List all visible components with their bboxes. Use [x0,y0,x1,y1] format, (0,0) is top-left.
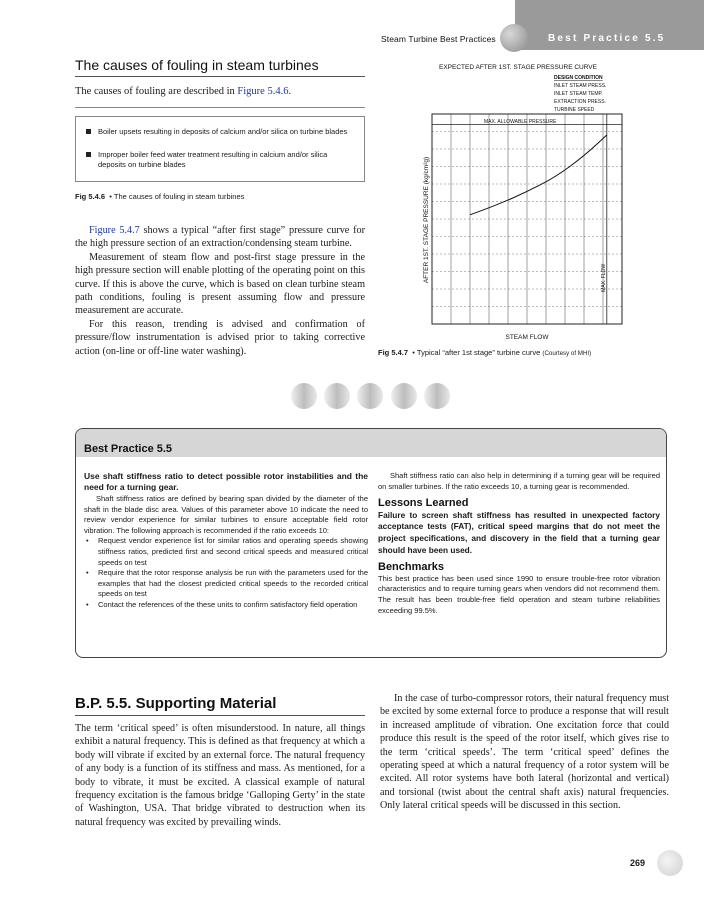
legend-item: INLET STEAM TEMP. [554,91,603,97]
list-item: • Require that the rotor response analysis be run with the parameters used for the examples that had the closest predicted critical speeds to the recorded critical speeds on test [84,568,368,600]
supporting-paragraph: The term ‘critical speed’ is often misunderstood. In nature, all things exhibit a natural frequency. This is defined as that frequency at which a body will vibrate if excited by an external force. The natural frequency of any body is a function of its stiffness and mass. As mentioned, for a body to vibrate, it must be excited. A classical example of natural frequency excitation is the famous bridge ‘Galloping Gerty’ in the state of Washington, USA. That bridge vibrated to destruction when its natural frequency was excited by prevailing winds. [75,723,365,828]
running-head-book-title: Steam Turbine Best Practices [381,34,496,44]
square-bullet-icon [86,152,91,157]
figure-caption-546 [75,192,244,201]
chart-grid [432,114,622,324]
figure-courtesy: (Courtesy of MHI) [542,350,592,357]
supporting-paragraph: In the case of turbo-compressor rotors, their natural frequency must be excited by some external force to produce a response that will result in increased amplitude of vibration. One excitation force that could produce this result is the speed of the rotor itself, which gives rise to the term ‘critical speeds’. The term ‘critical speed’ defines the operating speed at which a natural frequency of a rotor system will be excited. All rotor systems have both lateral (horizontal and vertical) and torsional (twist about the central shaft axis) natural frequencies. Only lateral critical speeds will be discussed in this section. [380,693,669,812]
figure-link-547[interactable]: Figure 5.4.7 [89,225,140,236]
bullet-dot-icon: • [107,192,114,201]
best-practice-lead: Use shaft stiffness ratio to detect possible rotor instabilities and the need for a turning gear. [84,471,368,492]
best-practice-list [84,536,368,610]
body-paragraph [75,224,365,251]
chart-title: EXPECTED AFTER 1ST. STAGE PRESSURE CURVE [439,64,597,71]
figure-caption-547 [378,348,591,357]
best-practice-box [75,428,667,658]
legend-item: TURBINE SPEED [554,107,595,113]
supporting-right-column [380,692,669,813]
list-item: • Request vendor experience list for similar ratios and operating speeds showing stiffness ratios, predicted first and second critical speeds and measured critical speeds on test [84,536,368,568]
body-p1-rest: shows a typical “after first stage” pressure curve for the high pressure section of an extraction/condensing steam turbine. [75,225,365,250]
causes-list-box [75,116,365,182]
list-item-text: Boiler upsets resulting in deposits of calcium and/or silica on turbine blades [98,127,348,136]
benchmarks-heading: Benchmarks [378,561,445,574]
supporting-title-rule [75,715,365,716]
legend-item: EXTRACTION PRESS. [554,99,606,105]
bullet-dot-icon: • [410,348,417,357]
legend-item: INLET STEAM PRESS. [554,83,607,89]
causes-intro [75,86,291,97]
section-title-causes: The causes of fouling in steam turbines [75,57,319,73]
figure-link-546[interactable]: Figure 5.4.6 [237,86,289,97]
decorative-disc [324,383,350,409]
decorative-disc [424,383,450,409]
lessons-learned-heading: Lessons Learned [378,497,469,510]
max-flow-label: MAX. FLOW [600,263,607,292]
y-axis-label: AFTER 1ST. STAGE PRESSURE (kg/cm²g) [423,156,430,284]
supporting-left-column [75,722,365,829]
legend-heading: DESIGN CONDITION [554,75,603,81]
x-axis-label: STEAM FLOW [505,334,549,341]
list-item: • Contact the references of the these units to confirm satisfactory field operation [84,600,368,611]
figure-caption-text: The causes of fouling in steam turbines [113,192,245,201]
figure-label: Fig 5.4.7 [378,348,409,357]
best-practice-title: Best Practice 5.5 [84,443,173,455]
decorative-disc [357,383,383,409]
pressure-curve-chart [378,60,628,348]
lessons-learned-text: Failure to screen shaft stiffness has resulted in unexpected factory acceptance tests (FAT), critical speed margins that do not meet the project specifications, and discovery in the field that a turning gear should have been used. [378,509,660,555]
max-pressure-label: MAX. ALLOWABLE PRESSURE [484,119,557,125]
body-paragraph: Measurement of steam flow and post-first stage pressure in the high pressure section will enable plotting of the operating point on this curve. If this is above the curve, which is based on clean turbine steam path conditions, fouling is present assuming flow and pressure measurement are accurate. [75,251,365,317]
figure-caption-text: Typical “after 1st stage” turbine curve [416,348,541,357]
page-number: 269 [630,858,646,868]
body-paragraph: For this reason, trending is advised and confirmation of pressure/flow instrumentation is advised prior to taking corrective action (on-line or off-line water washing). [75,318,365,357]
title-rule [75,76,365,77]
best-practice-paragraph: Shaft stiffness ratio can also help in determining if a turning gear will be required on smaller turbines. If the ratio exceeds 10, a turning gear is recommended. [378,471,660,491]
best-practice-right-column [378,471,660,616]
design-condition-legend [554,75,606,113]
decorative-disc [391,383,417,409]
intro-prefix: The causes of fouling are described in [75,86,238,97]
intro-suffix: . [288,86,292,97]
list-item-text: Improper boiler feed water treatment resulting in calcium and/or silica deposits on turbine blades [98,150,328,169]
body-text [75,224,365,358]
page-disc-ornament [657,850,683,876]
figure-label: Fig 5.4.6 [75,192,106,201]
best-practice-left-column [84,471,368,611]
square-bullet-icon [86,129,91,134]
expected-pressure-curve [470,135,607,215]
running-head-section-label: Best Practice 5.5 [548,33,666,44]
benchmarks-text: This best practice has been used since 1990 to ensure trouble-free rotor vibration characteristics and to require turning gears when vendors did not recommend them. The result has been trouble-free field operation and steam turbine reliabilities exceeding 99.5%. [378,573,660,615]
header-disc-ornament [500,24,528,52]
decorative-disc [291,383,317,409]
intro-rule [75,107,365,108]
best-practice-paragraph: Shaft stiffness ratios are defined by bearing span divided by the diameter of the shaft in the blade disc area. Values of this parameter above 10 indicate the need to review vendor experience for similar turbines to ensure acceptable field rotor vibration. The following approach is recommended if the ratio exceeds 10: [84,494,368,535]
supporting-material-title: B.P. 5.5. Supporting Material [75,695,277,712]
